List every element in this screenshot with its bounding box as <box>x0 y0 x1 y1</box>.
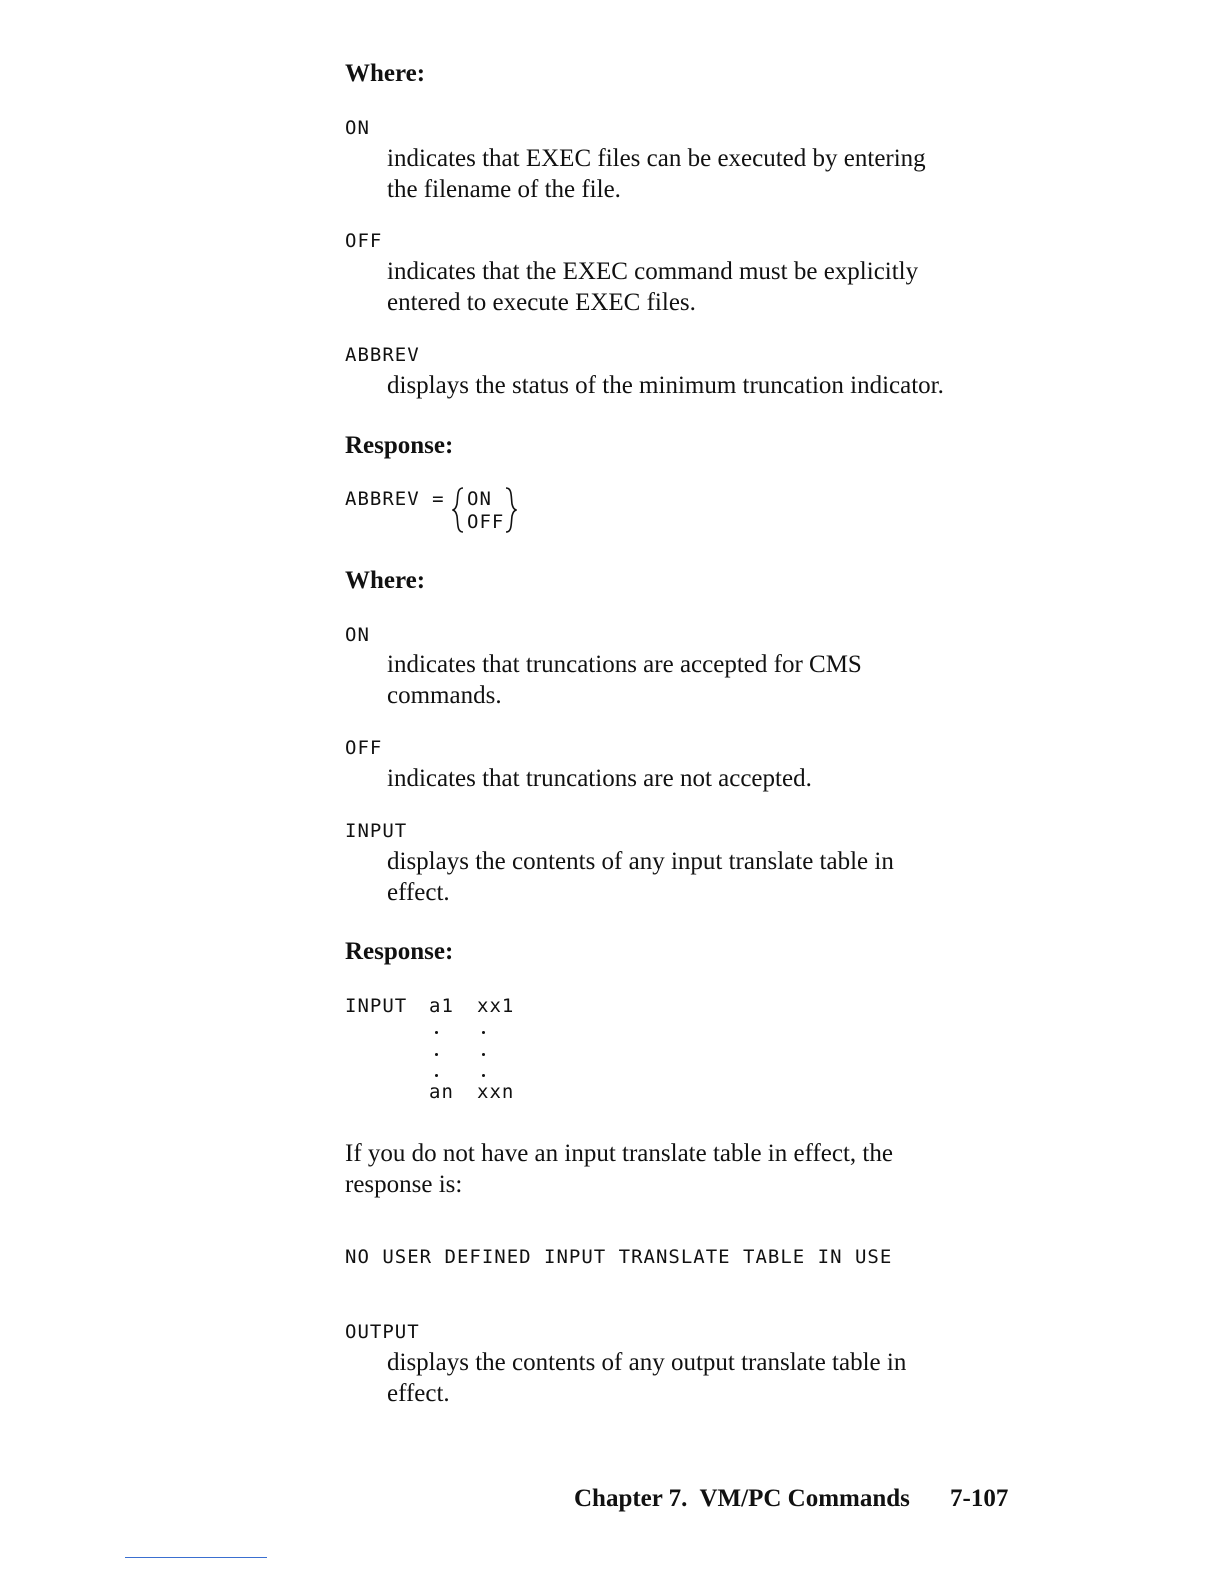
input-response-col2-last: xxn <box>477 1081 515 1103</box>
exec-off-desc-line2: entered to execute EXEC files. <box>387 289 696 316</box>
output-desc-line2: effect. <box>387 1380 450 1407</box>
no-table-message: NO USER DEFINED INPUT TRANSLATE TABLE IN USE <box>345 1246 893 1268</box>
footer-chapter-title: Chapter 7. VM/PC Commands <box>574 1485 910 1512</box>
no-table-text-line1: If you do not have an input translate table in effect, the <box>345 1140 893 1167</box>
ellipsis-dot <box>482 1053 485 1056</box>
input-desc-line2: effect. <box>387 879 450 906</box>
response-heading: Response: <box>345 432 454 459</box>
abbrev-desc: displays the status of the minimum truncation indicator. <box>387 372 944 399</box>
input-desc-line1: displays the contents of any input translate table in <box>387 848 894 875</box>
where-heading: Where: <box>345 60 426 87</box>
exec-on-desc-line1: indicates that EXEC files can be executed by entering <box>387 145 926 172</box>
left-brace-icon <box>452 486 466 534</box>
where-heading: Where: <box>345 567 426 594</box>
footnote-rule <box>125 1557 267 1558</box>
footer-page-number: 7-107 <box>950 1485 1009 1512</box>
term-abbrev-off: OFF <box>345 737 383 759</box>
term-abbrev-on: ON <box>345 624 370 646</box>
term-abbrev: ABBREV <box>345 344 420 366</box>
ellipsis-dot <box>482 1031 485 1034</box>
term-output: OUTPUT <box>345 1321 420 1343</box>
term-exec-off: OFF <box>345 230 383 252</box>
exec-off-desc-line1: indicates that the EXEC command must be explicitly <box>387 258 919 285</box>
abbrev-option-off: OFF <box>467 511 505 533</box>
abbrev-on-desc-line2: commands. <box>387 682 502 709</box>
ellipsis-dot <box>482 1074 485 1077</box>
input-response-col2-first: xx1 <box>477 995 515 1017</box>
term-exec-on: ON <box>345 117 370 139</box>
ellipsis-dot <box>435 1031 438 1034</box>
term-input: INPUT <box>345 820 408 842</box>
exec-on-desc-line2: the filename of the file. <box>387 176 621 203</box>
abbrev-off-desc: indicates that truncations are not accepted. <box>387 765 812 792</box>
response-heading: Response: <box>345 938 454 965</box>
input-response-col1-first: a1 <box>429 995 454 1017</box>
output-desc-line1: displays the contents of any output translate table in <box>387 1349 907 1376</box>
abbrev-on-desc-line1: indicates that truncations are accepted for CMS <box>387 651 862 678</box>
right-brace-icon <box>503 486 517 534</box>
ellipsis-dot <box>435 1074 438 1077</box>
ellipsis-dot <box>435 1053 438 1056</box>
no-table-text-line2: response is: <box>345 1171 463 1198</box>
abbrev-option-on: ON <box>467 488 492 510</box>
input-response-col1-last: an <box>429 1081 454 1103</box>
abbrev-response-label: ABBREV = <box>345 488 445 510</box>
input-response-label: INPUT <box>345 995 408 1017</box>
